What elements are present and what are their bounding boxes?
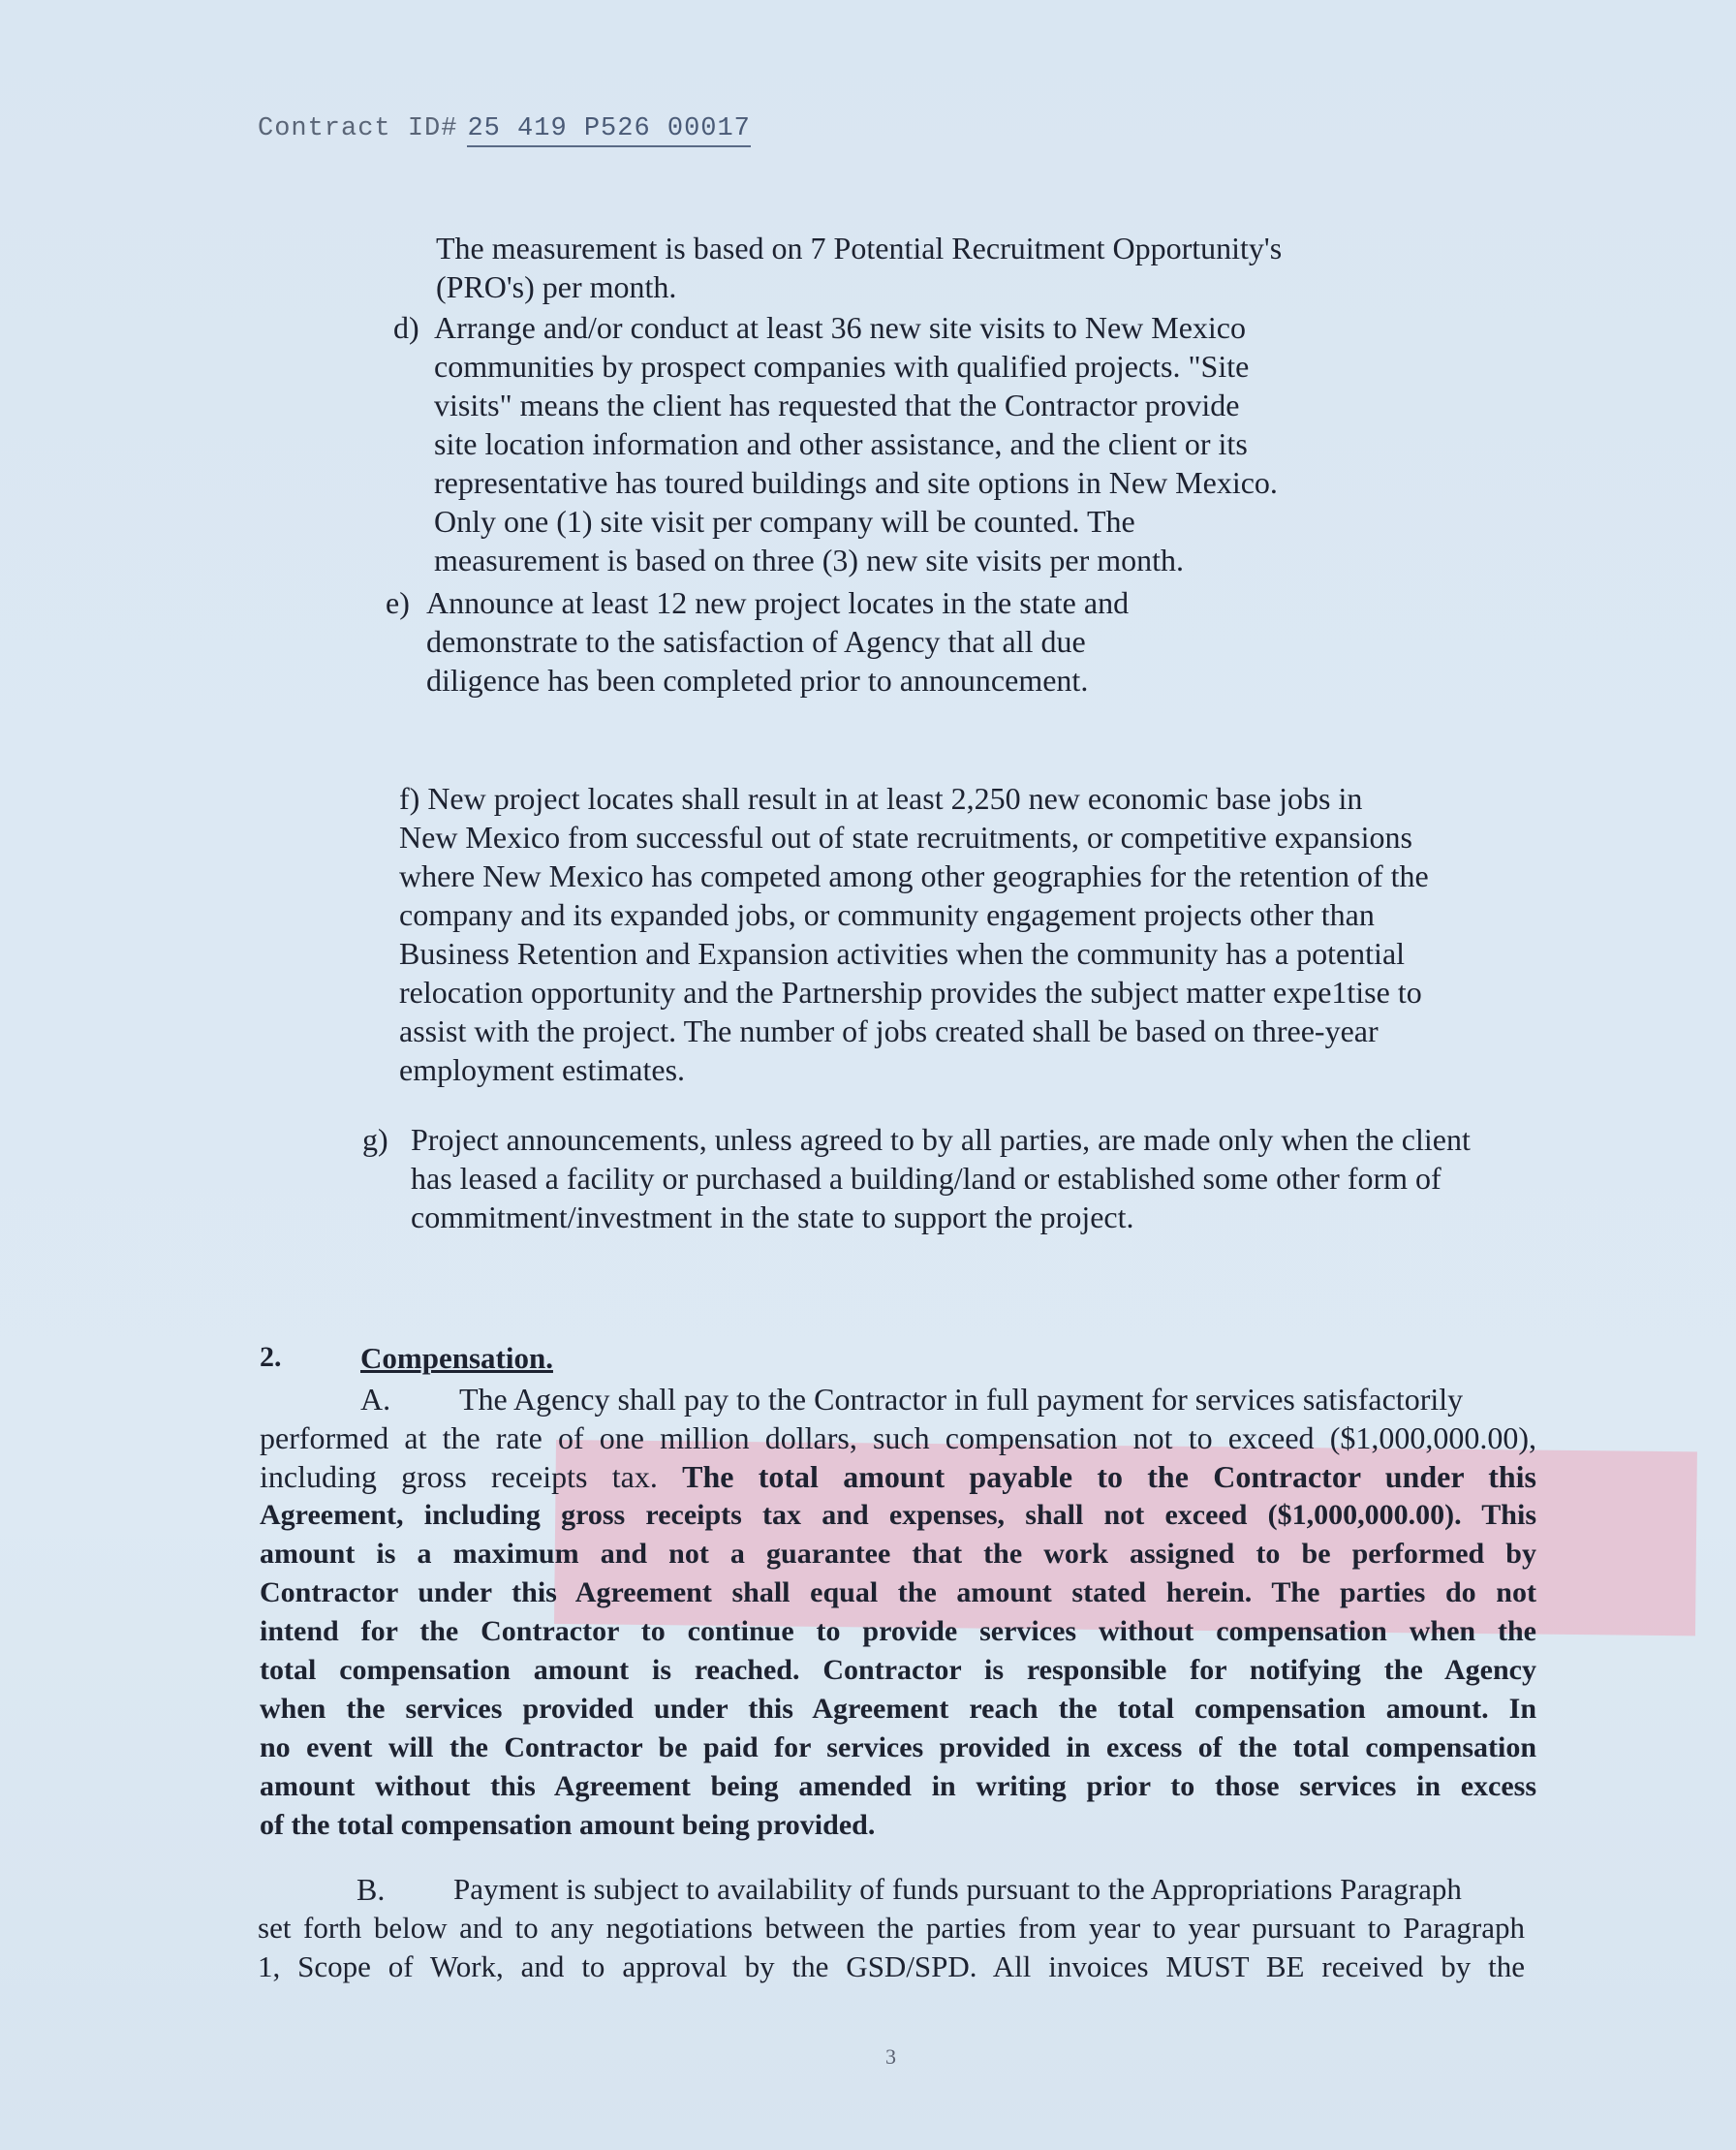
text-line: amount is a maximum and not a guarantee that the work assigned to be performed by — [260, 1538, 1536, 1570]
text-line-mixed — [260, 1457, 1536, 1496]
text-line: company and its expanded jobs, or community engagement projects other than — [399, 897, 1375, 932]
item-c-continuation — [436, 229, 1282, 306]
text-line: has leased a facility or purchased a building/land or established some other form of — [411, 1161, 1442, 1196]
text-line: site location information and other assistance, and the client or its — [434, 426, 1248, 461]
para-a-body — [260, 1418, 1536, 1845]
para-b-body — [258, 1909, 1525, 1986]
contract-id-label: Contract ID# — [258, 114, 458, 143]
text-line: diligence has been completed prior to announcement. — [426, 663, 1089, 698]
text-line: relocation opportunity and the Partnership provides the subject matter expe1tise to — [399, 975, 1422, 1010]
text-line: commitment/investment in the state to support the project. — [411, 1200, 1134, 1234]
text-line: The measurement is based on 7 Potential Recruitment Opportunity's — [436, 231, 1283, 265]
para-a-label: A. — [360, 1382, 391, 1417]
page-number: 3 — [885, 2044, 896, 2069]
item-g-label: g) — [362, 1122, 388, 1157]
item-e-text — [426, 583, 1129, 700]
text-normal: including gross receipts tax. — [260, 1459, 658, 1494]
text-line: f) New project locates shall result in at least 2,250 new economic base jobs in — [399, 781, 1363, 816]
para-b-first-line — [453, 1870, 1462, 1909]
text-line: Agreement, including gross receipts tax and expenses, shall not exceed ($1,000,000.00). This — [260, 1499, 1536, 1531]
text-line: where New Mexico has competed among other geographies for the retention of the — [399, 858, 1429, 893]
text-line: New Mexico from successful out of state recruitments, or competitive expansions — [399, 820, 1412, 855]
contract-header — [258, 114, 751, 143]
text-line: Contractor under this Agreement shall equal the amount stated herein. The parties do not — [260, 1576, 1536, 1608]
text-line: The Agency shall pay to the Contractor in full payment for services satisfactorily — [459, 1382, 1464, 1417]
text-line: total compensation amount is reached. Contractor is responsible for notifying the Agency — [260, 1654, 1536, 1686]
item-d-label: d) — [393, 310, 419, 345]
text-line: visits" means the client has requested that the Contractor provide — [434, 388, 1240, 422]
item-e-label: e) — [386, 585, 410, 620]
text-line: Business Retention and Expansion activities when the community has a potential — [399, 936, 1406, 971]
text-line: when the services provided under this Agreement reach the total compensation amount. In — [260, 1693, 1536, 1725]
contract-id-value: 25 419 P526 00017 — [467, 114, 750, 147]
text-line: assist with the project. The number of jobs created shall be based on three-year — [399, 1013, 1379, 1048]
text-line: no event will the Contractor be paid for services provided in excess of the total compensation — [260, 1731, 1536, 1763]
text-line: amount without this Agreement being amended in writing prior to those services in excess — [260, 1770, 1536, 1802]
para-a-first-line — [459, 1380, 1463, 1418]
text-line: of the total compensation amount being provided. — [260, 1809, 876, 1841]
text-line: Payment is subject to availability of funds pursuant to the Appropriations Paragraph — [453, 1872, 1462, 1906]
para-b-label: B. — [356, 1872, 386, 1907]
section-number: 2. — [260, 1341, 282, 1373]
text-line: performed at the rate of one million dollars, such compensation not to exceed ($1,000,000.00), — [260, 1420, 1536, 1455]
text-line: employment estimates. — [399, 1052, 686, 1087]
item-d-text — [434, 308, 1278, 579]
text-line: demonstrate to the satisfaction of Agency that all due — [426, 624, 1086, 659]
text-line: 1, Scope of Work, and to approval by the GSD/SPD. All invoices MUST BE received by the — [258, 1949, 1525, 1983]
text-line: Only one (1) site visit per company will be counted. The — [434, 504, 1135, 539]
text-line: measurement is based on three (3) new site visits per month. — [434, 543, 1185, 577]
text-line: representative has toured buildings and site options in New Mexico. — [434, 465, 1278, 500]
item-f-text — [399, 779, 1429, 1089]
text-line: communities by prospect companies with qualified projects. "Site — [434, 349, 1250, 384]
text-bold: The total amount payable to the Contractor under this — [682, 1459, 1537, 1494]
item-g-text — [411, 1120, 1471, 1236]
text-line: Announce at least 12 new project locates in the state and — [426, 585, 1130, 620]
section-title: Compensation. — [360, 1341, 553, 1375]
text-line: intend for the Contractor to continue to provide services without compensation when the — [260, 1615, 1536, 1647]
text-line: set forth below and to any negotiations between the parties from year to year pursuant to Paragraph — [258, 1911, 1525, 1945]
text-line: Arrange and/or conduct at least 36 new site visits to New Mexico — [434, 310, 1246, 345]
text-line: (PRO's) per month. — [436, 269, 677, 304]
text-line: Project announcements, unless agreed to by all parties, are made only when the client — [411, 1122, 1471, 1157]
